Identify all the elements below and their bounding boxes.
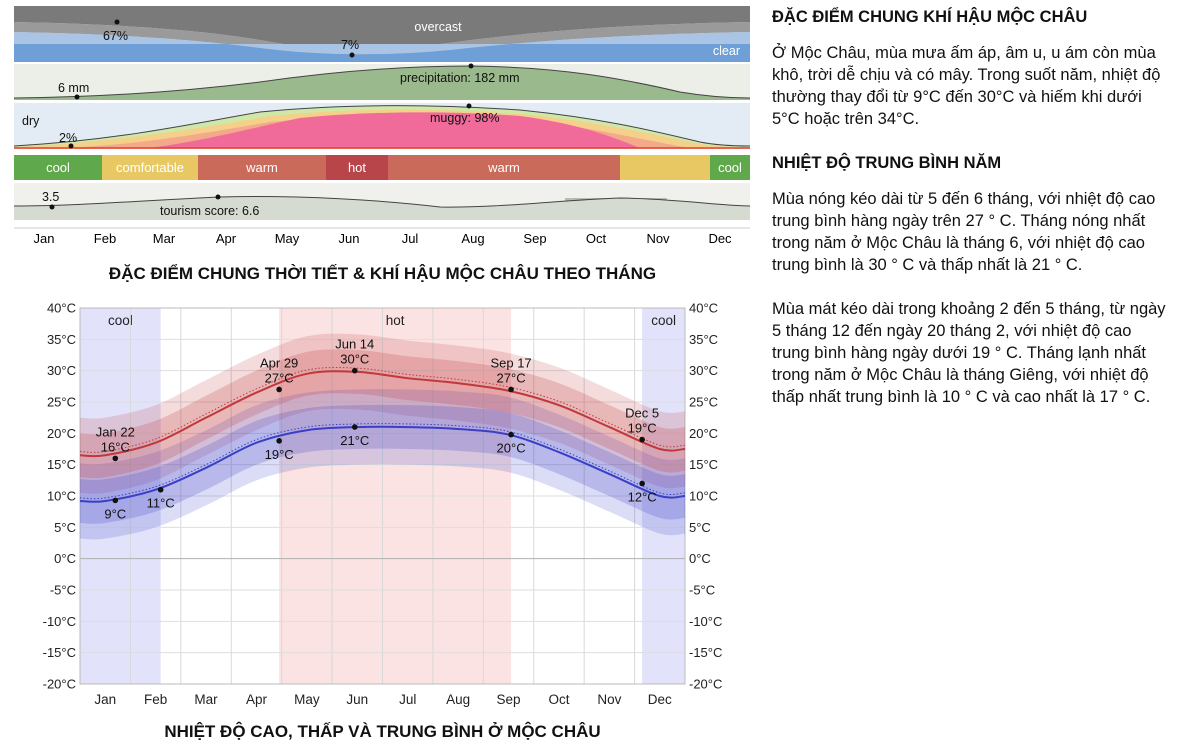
temp-band-label-warm-2: warm [488, 160, 520, 175]
y-tick-left--20: -20°C [42, 676, 76, 692]
annotation-value-3: 27°C [264, 370, 294, 386]
annotation-value-4: 19°C [264, 446, 294, 462]
annotation-date-9: Dec 5 [625, 405, 660, 421]
annotation-value-6: 21°C [340, 433, 370, 449]
precip-min-marker [75, 95, 80, 100]
temp-band-label-comfortable: comfortable [116, 160, 184, 175]
x-tick-mar: Mar [194, 692, 218, 707]
climate-summary-strip [0, 0, 760, 250]
summary-month-dec: Dec [708, 231, 732, 246]
y-tick-right--20: -20°C [689, 676, 723, 692]
y-tick-right-25: 25°C [689, 394, 719, 410]
temp-band-label-warm-1: warm [246, 160, 278, 175]
tourism-panel [14, 183, 750, 220]
tourism-max-marker [216, 195, 221, 200]
summary-month-apr: Apr [215, 231, 237, 246]
y-tick-right--5: -5°C [689, 582, 716, 598]
summary-month-feb: Feb [93, 231, 117, 246]
annotation-date-0: Jan 22 [95, 424, 135, 440]
annotation-value-2: 11°C [146, 495, 175, 511]
summary-month-oct: Oct [585, 231, 607, 246]
y-tick-left-20: 20°C [46, 425, 76, 441]
humidity-panel [14, 103, 750, 149]
y-tick-left-30: 30°C [46, 363, 76, 379]
humidity-max-marker [467, 104, 472, 109]
annotation-value-1: 9°C [104, 506, 127, 522]
cloud-clear-label: clear [712, 44, 740, 58]
x-tick-jan: Jan [94, 692, 117, 707]
x-tick-jul: Jul [399, 692, 417, 707]
x-tick-sep: Sep [496, 692, 521, 707]
annotation-marker-1 [112, 498, 118, 504]
y-tick-right--15: -15°C [689, 645, 723, 661]
temperature-chart [0, 300, 765, 715]
y-tick-right-40: 40°C [689, 300, 719, 316]
annotation-value-8: 20°C [496, 440, 526, 456]
y-tick-right-10: 10°C [689, 488, 719, 504]
temp-band-comfortable-2 [620, 155, 710, 180]
y-tick-left-15: 15°C [46, 457, 76, 473]
annotation-date-5: Jun 14 [335, 336, 375, 352]
annotation-date-7: Sep 17 [490, 355, 532, 371]
annotation-value-9: 19°C [627, 420, 657, 436]
y-tick-left--5: -5°C [49, 582, 76, 598]
season-label-cool-0: cool [107, 313, 133, 328]
summary-month-sep: Sep [523, 231, 547, 246]
cloud-max-label: 67% [103, 29, 129, 43]
annotation-value-7: 27°C [496, 370, 526, 386]
article-panel [772, 6, 1172, 430]
summary-month-jul: Jul [401, 231, 419, 246]
annotation-marker-10 [639, 481, 645, 487]
summary-strip-svg [0, 0, 760, 250]
annotation-marker-2 [158, 487, 164, 493]
cloud-overcast-label: overcast [414, 20, 462, 34]
article-paragraph-cool-season: Mùa mát kéo dài trong khoảng 2 đến 5 tháng, từ ngày 5 tháng 12 đến ngày 20 tháng 2, với nhiệt độ cao trung bình hàng ngày dưới 19 ° C. Tháng lạnh nhất trong năm ở Mộc Châu là tháng Giêng, với nhiệt độ thấp nhất trung bình là 10 ° C và cao nhất là 17 ° C. [772, 300, 1166, 406]
article-paragraph-climate: Ở Mộc Châu, mùa mưa ấm áp, âm u, u ám còn mùa khô, trời dễ chịu và có mây. Trong suốt năm, nhiệt độ thường thay đổi từ 9°C đến 30°C và hiếm khi dưới 5°C hoặc trên 34°C. [772, 44, 1161, 128]
article-heading-temperature: NHIỆT ĐỘ TRUNG BÌNH NĂM [772, 154, 1002, 172]
annotation-date-3: Apr 29 [259, 355, 299, 371]
x-tick-dec: Dec [647, 692, 672, 707]
y-tick-right-20: 20°C [689, 425, 719, 441]
x-tick-oct: Oct [548, 692, 570, 707]
annotation-marker-8 [508, 432, 514, 438]
precip-max-label: precipitation: 182 mm [400, 71, 520, 85]
y-tick-left--15: -15°C [42, 645, 76, 661]
y-tick-right-5: 5°C [689, 519, 711, 535]
precipitation-panel [14, 64, 750, 101]
y-tick-left-35: 35°C [46, 331, 76, 347]
season-label-cool-2: cool [651, 313, 676, 328]
tourism-min-label: 3.5 [42, 190, 60, 204]
article-heading-climate: ĐẶC ĐIỂM CHUNG KHÍ HẬU MỘC CHÂU [772, 8, 1088, 26]
x-tick-aug: Aug [446, 692, 471, 707]
cloud-cover-panel [14, 6, 750, 62]
article-paragraph-hot-season: Mùa nóng kéo dài từ 5 đến 6 tháng, với nhiệt độ cao trung bình hàng ngày trên 27 ° C. Tháng nóng nhất trong năm ở Mộc Châu là tháng 6, với nhiệt độ cao trung bình là 30 ° C và thấp nhất là 21 ° C. [772, 190, 1156, 274]
x-tick-jun: Jun [346, 692, 369, 707]
summary-month-aug: Aug [461, 231, 485, 246]
cloud-min-marker [350, 53, 355, 58]
temp-band-label-hot: hot [347, 160, 367, 175]
y-tick-left-40: 40°C [46, 300, 76, 316]
summary-month-mar: Mar [152, 231, 176, 246]
temperature-caption: NHIỆT ĐỘ CAO, THẤP VÀ TRUNG BÌNH Ở MỘC CHÂU [164, 722, 601, 741]
y-tick-left-5: 5°C [54, 519, 76, 535]
season-label-hot-1: hot [385, 313, 405, 328]
precip-min-label: 6 mm [58, 81, 90, 95]
y-tick-right-15: 15°C [689, 457, 719, 473]
y-tick-right--10: -10°C [689, 613, 723, 629]
annotation-marker-7 [508, 387, 514, 393]
temperature-band-strip [14, 155, 750, 180]
cloud-max-marker [115, 20, 120, 25]
annotation-marker-5 [352, 368, 358, 374]
y-tick-left-25: 25°C [46, 394, 76, 410]
x-tick-may: May [294, 692, 320, 707]
summary-month-may: May [274, 231, 300, 246]
x-tick-apr: Apr [245, 692, 267, 707]
annotation-marker-9 [639, 437, 645, 443]
annotation-marker-0 [112, 456, 118, 462]
y-tick-right-35: 35°C [689, 331, 719, 347]
summary-month-jun: Jun [338, 231, 360, 246]
annotation-marker-6 [352, 424, 358, 430]
tourism-min-marker [50, 205, 55, 210]
x-tick-feb: Feb [143, 692, 168, 707]
summary-caption: ĐẶC ĐIỂM CHUNG THỜI TIẾT & KHÍ HẬU MỘC CHÂU THEO THÁNG [108, 264, 657, 283]
y-tick-right-30: 30°C [689, 363, 719, 379]
precip-max-marker [469, 64, 474, 69]
annotation-marker-3 [276, 387, 282, 393]
summary-month-nov: Nov [646, 231, 670, 246]
humidity-dry-label: dry [22, 114, 40, 128]
annotation-value-10: 12°C [627, 489, 657, 505]
y-tick-right-0: 0°C [689, 551, 711, 567]
humidity-min-label: 2% [59, 131, 78, 145]
y-tick-left-0: 0°C [54, 551, 76, 567]
tourism-max-label: tourism score: 6.6 [160, 204, 260, 218]
annotation-value-0: 16°C [100, 439, 130, 455]
annotation-marker-4 [276, 438, 282, 444]
humidity-max-label: muggy: 98% [430, 111, 500, 125]
summary-month-jan: Jan [33, 231, 55, 246]
y-tick-left-10: 10°C [46, 488, 76, 504]
cloud-min-label: 7% [341, 38, 360, 52]
x-tick-nov: Nov [597, 692, 622, 707]
temp-band-label-cool-2: cool [718, 160, 742, 175]
temp-band-label-cool-1: cool [46, 160, 70, 175]
annotation-value-5: 30°C [340, 351, 370, 367]
summary-month-axis [14, 228, 750, 246]
y-tick-left--10: -10°C [42, 613, 76, 629]
temperature-chart-svg [0, 300, 765, 715]
